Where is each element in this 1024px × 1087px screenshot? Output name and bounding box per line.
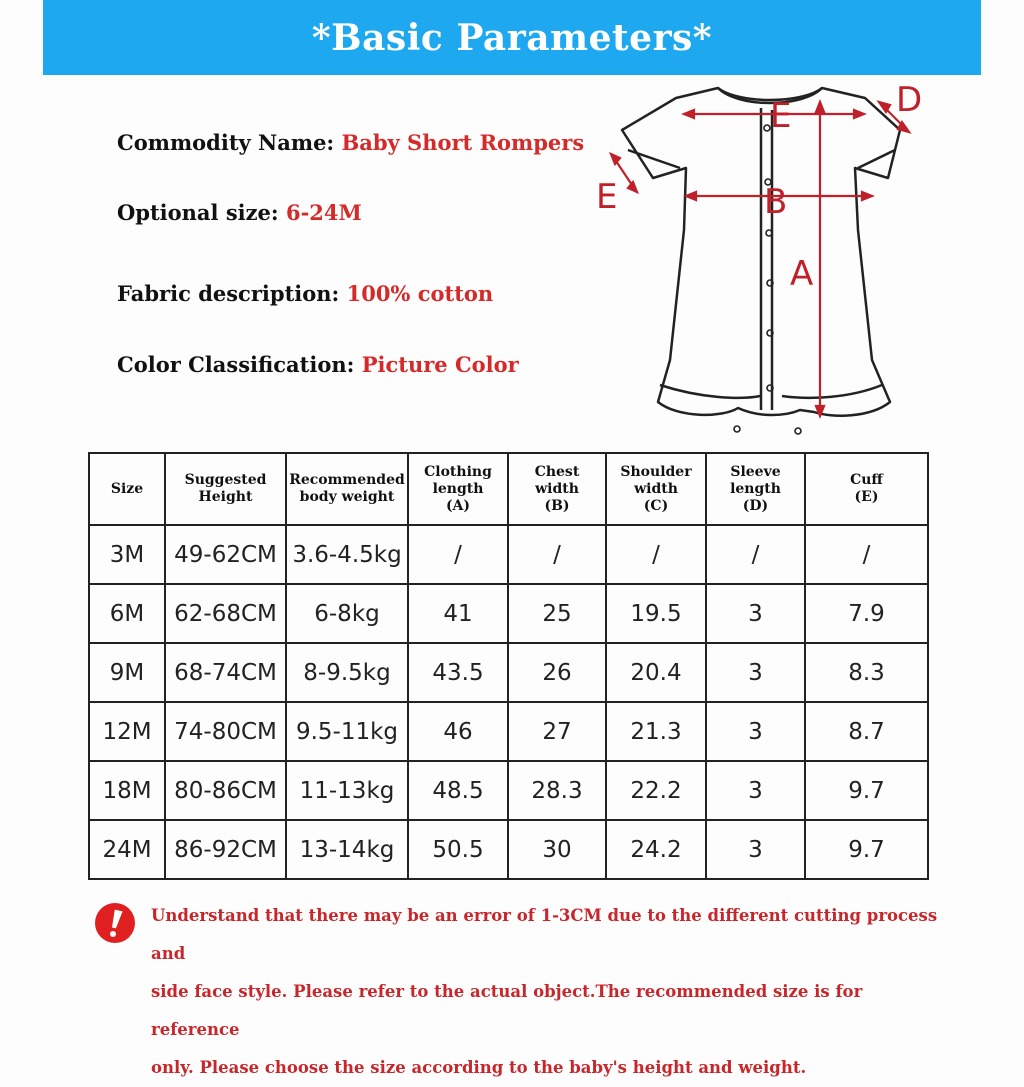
cell-length: 41 bbox=[408, 584, 508, 643]
cell-chest: / bbox=[508, 525, 606, 584]
param-color bbox=[117, 352, 519, 377]
cell-height: 80-86CM bbox=[165, 761, 286, 820]
param-optional-size bbox=[117, 200, 362, 225]
romper-outline bbox=[622, 88, 900, 416]
cell-cuff: 7.9 bbox=[805, 584, 928, 643]
size-table bbox=[88, 452, 929, 880]
param-fabric bbox=[117, 281, 493, 306]
cell-height: 49-62CM bbox=[165, 525, 286, 584]
disclaimer-note bbox=[151, 897, 951, 1087]
cell-length: 50.5 bbox=[408, 820, 508, 879]
param-label: Fabric description: bbox=[117, 281, 340, 306]
param-label: Color Classification: bbox=[117, 352, 355, 377]
cell-weight: 6-8kg bbox=[286, 584, 408, 643]
table-row bbox=[89, 761, 928, 820]
table-row bbox=[89, 584, 928, 643]
table-header-row bbox=[89, 453, 928, 525]
cell-cuff: 8.3 bbox=[805, 643, 928, 702]
label-e-left: E bbox=[596, 177, 618, 217]
header-sleeve-length: Sleeve length (D) bbox=[706, 453, 805, 525]
label-e-top: E bbox=[770, 96, 792, 136]
cell-size: 9M bbox=[89, 643, 165, 702]
header-shoulder-width: Shoulder width (C) bbox=[606, 453, 706, 525]
cell-shoulder: / bbox=[606, 525, 706, 584]
measure-labels bbox=[596, 80, 922, 294]
cell-size: 24M bbox=[89, 820, 165, 879]
label-a: A bbox=[790, 254, 814, 294]
cell-size: 3M bbox=[89, 525, 165, 584]
note-line: only. Please choose the size according to the baby's height and weight. bbox=[151, 1058, 807, 1077]
cell-shoulder: 19.5 bbox=[606, 584, 706, 643]
table-row bbox=[89, 820, 928, 879]
header-chest-width: Chest width (B) bbox=[508, 453, 606, 525]
cell-weight: 11-13kg bbox=[286, 761, 408, 820]
cell-height: 74-80CM bbox=[165, 702, 286, 761]
cell-sleeve: 3 bbox=[706, 643, 805, 702]
label-d: D bbox=[896, 80, 923, 120]
cell-sleeve: 3 bbox=[706, 820, 805, 879]
cell-sleeve: / bbox=[706, 525, 805, 584]
cell-shoulder: 21.3 bbox=[606, 702, 706, 761]
param-commodity-name bbox=[117, 130, 584, 155]
cell-chest: 26 bbox=[508, 643, 606, 702]
cell-shoulder: 20.4 bbox=[606, 643, 706, 702]
cell-chest: 25 bbox=[508, 584, 606, 643]
cell-chest: 28.3 bbox=[508, 761, 606, 820]
cell-cuff: 9.7 bbox=[805, 820, 928, 879]
label-b: B bbox=[764, 182, 788, 222]
param-value: 100% cotton bbox=[346, 281, 494, 306]
cell-length: 48.5 bbox=[408, 761, 508, 820]
cell-shoulder: 24.2 bbox=[606, 820, 706, 879]
cell-shoulder: 22.2 bbox=[606, 761, 706, 820]
note-line: side face style. Please refer to the actual object.The recommended size is for reference bbox=[151, 982, 863, 1039]
cell-weight: 9.5-11kg bbox=[286, 702, 408, 761]
cell-length: 43.5 bbox=[408, 643, 508, 702]
param-label: Commodity Name: bbox=[117, 130, 335, 155]
cell-chest: 30 bbox=[508, 820, 606, 879]
cell-size: 18M bbox=[89, 761, 165, 820]
cell-cuff: / bbox=[805, 525, 928, 584]
cell-sleeve: 3 bbox=[706, 584, 805, 643]
cell-weight: 13-14kg bbox=[286, 820, 408, 879]
param-label: Optional size: bbox=[117, 200, 279, 225]
cell-height: 86-92CM bbox=[165, 820, 286, 879]
cell-height: 68-74CM bbox=[165, 643, 286, 702]
cell-length: / bbox=[408, 525, 508, 584]
cell-length: 46 bbox=[408, 702, 508, 761]
header-suggested-height: Suggested Height bbox=[165, 453, 286, 525]
exclamation-icon bbox=[94, 902, 136, 944]
header-clothing-length: Clothing length (A) bbox=[408, 453, 508, 525]
cell-size: 6M bbox=[89, 584, 165, 643]
title-banner bbox=[43, 0, 981, 75]
page-title: *Basic Parameters* bbox=[311, 16, 713, 59]
cell-weight: 8-9.5kg bbox=[286, 643, 408, 702]
cell-weight: 3.6-4.5kg bbox=[286, 525, 408, 584]
table-row bbox=[89, 525, 928, 584]
cell-chest: 27 bbox=[508, 702, 606, 761]
cell-sleeve: 3 bbox=[706, 702, 805, 761]
header-size: Size bbox=[89, 453, 165, 525]
cell-cuff: 8.7 bbox=[805, 702, 928, 761]
param-value: Baby Short Rompers bbox=[341, 130, 585, 155]
cell-cuff: 9.7 bbox=[805, 761, 928, 820]
romper-size-diagram bbox=[590, 78, 950, 448]
cell-height: 62-68CM bbox=[165, 584, 286, 643]
header-body-weight: Recommended body weight bbox=[286, 453, 408, 525]
param-value: Picture Color bbox=[361, 352, 519, 377]
table-row bbox=[89, 702, 928, 761]
header-cuff: Cuff (E) bbox=[805, 453, 928, 525]
table-row bbox=[89, 643, 928, 702]
param-value: 6-24M bbox=[285, 200, 362, 225]
note-line: Understand that there may be an error of 1-3CM due to the different cutting process and bbox=[151, 906, 938, 963]
cell-size: 12M bbox=[89, 702, 165, 761]
cell-sleeve: 3 bbox=[706, 761, 805, 820]
